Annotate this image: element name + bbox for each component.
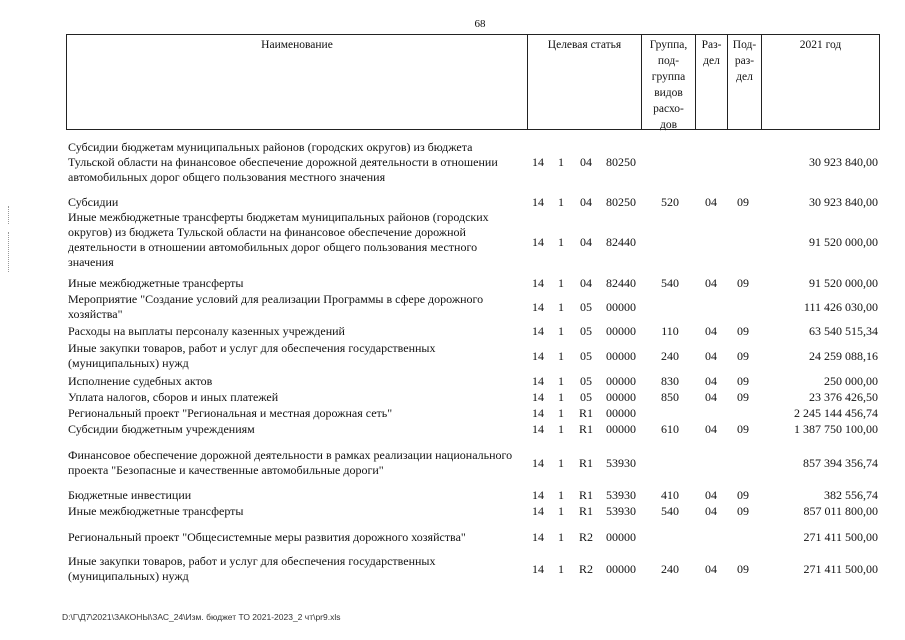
row-amount: 271 411 500,00 <box>803 562 878 576</box>
row-code-1: 14 <box>532 504 544 518</box>
row-section: 04 <box>705 374 717 388</box>
row-amount: 63 540 515,34 <box>809 324 878 338</box>
row-subsection: 09 <box>737 349 749 363</box>
row-name: Субсидии бюджетным учреждениям <box>68 422 255 436</box>
row-code-2: 1 <box>558 422 564 436</box>
row-code-2: 1 <box>558 562 564 576</box>
row-code-3: 04 <box>580 195 592 209</box>
scan-margin-mark <box>8 232 13 272</box>
row-amount: 91 520 000,00 <box>809 276 878 290</box>
row-section: 04 <box>705 195 717 209</box>
row-name: Субсидии бюджетам муниципальных районов (городских округов) из бюджета Тульской области на финансовое обеспечение дорожной деятельности в отношении автомобильных дорог общего пользования местного значения <box>68 140 498 184</box>
row-subsection: 09 <box>737 422 749 436</box>
row-code-4: 00000 <box>606 530 636 544</box>
row-expense-group: 410 <box>661 488 679 502</box>
row-subsection: 09 <box>737 195 749 209</box>
row-section: 04 <box>705 562 717 576</box>
row-expense-group: 540 <box>661 276 679 290</box>
header-subsection-line: дел <box>736 71 753 83</box>
row-name: Уплата налогов, сборов и иных платежей <box>68 390 279 404</box>
page-number: 68 <box>474 18 486 30</box>
row-amount: 91 520 000,00 <box>809 235 878 249</box>
row-amount: 111 426 030,00 <box>803 300 878 314</box>
row-name: Иные закупки товаров, работ и услуг для обеспечения государственных (муниципальных) нужд <box>68 341 436 370</box>
row-amount: 23 376 426,50 <box>809 390 878 404</box>
row-name: Иные межбюджетные трансферты <box>68 504 244 518</box>
row-section: 04 <box>705 390 717 404</box>
row-code-4: 00000 <box>606 374 636 388</box>
header-subsection <box>727 35 761 129</box>
header-group-line: расхо- <box>653 103 684 115</box>
row-code-3: R1 <box>578 406 593 420</box>
row-code-1: 14 <box>532 300 544 314</box>
file-path-footer: D:\Г\Д7\2021\ЗАКОНЫ\ЗАС_24\Изм. бюджет ТО 2021-2023_2 чт\pr9.xls <box>62 612 341 622</box>
row-section: 04 <box>705 276 717 290</box>
row-amount: 24 259 088,16 <box>809 349 878 363</box>
row-subsection: 09 <box>737 488 749 502</box>
header-section-line: Раз- <box>701 39 722 51</box>
row-code-1: 14 <box>532 530 544 544</box>
row-expense-group: 540 <box>661 504 679 518</box>
row-expense-group: 520 <box>661 195 679 209</box>
row-amount: 857 011 800,00 <box>803 504 878 518</box>
row-code-2: 1 <box>558 349 564 363</box>
row-amount: 2 245 144 456,74 <box>794 406 878 420</box>
row-amount: 30 923 840,00 <box>809 155 878 169</box>
row-subsection: 09 <box>737 504 749 518</box>
row-amount: 30 923 840,00 <box>809 195 878 209</box>
row-expense-group: 830 <box>661 374 679 388</box>
row-code-1: 14 <box>532 195 544 209</box>
row-expense-group: 240 <box>661 349 679 363</box>
row-code-4: 53930 <box>606 504 636 518</box>
row-amount: 250 000,00 <box>824 374 878 388</box>
row-amount: 382 556,74 <box>824 488 878 502</box>
header-target-article: Целевая статья <box>527 35 641 129</box>
header-name: Наименование <box>261 39 333 51</box>
row-code-2: 1 <box>558 406 564 420</box>
row-name: Исполнение судебных актов <box>68 374 213 388</box>
row-name: Иные межбюджетные трансферты <box>68 276 244 290</box>
row-name: Иные межбюджетные трансферты бюджетам муниципальных районов (городских округов) из бюджета Тульской области на финансовое обеспечение дорожной деятельности в отношении автомобильных дорог общего пользования местного значения <box>68 210 489 269</box>
row-code-1: 14 <box>532 235 544 249</box>
row-code-2: 1 <box>558 300 564 314</box>
header-section-line: дел <box>703 55 720 67</box>
row-code-4: 00000 <box>606 422 636 436</box>
row-section: 04 <box>705 349 717 363</box>
header-expense-group <box>641 35 695 129</box>
row-code-3: 05 <box>580 300 592 314</box>
row-amount: 857 394 356,74 <box>803 456 878 470</box>
row-name: Финансовое обеспечение дорожной деятельности в рамках реализации национального проекта "Безопасные и качественные автомобильные дороги" <box>68 448 513 477</box>
row-code-2: 1 <box>558 456 564 470</box>
row-code-4: 53930 <box>606 456 636 470</box>
row-code-2: 1 <box>558 324 564 338</box>
row-name: Субсидии <box>68 195 119 209</box>
row-code-1: 14 <box>532 488 544 502</box>
row-code-3: 05 <box>580 374 592 388</box>
row-name: Иные закупки товаров, работ и услуг для обеспечения государственных (муниципальных) нужд <box>68 554 436 583</box>
row-code-2: 1 <box>558 235 564 249</box>
row-code-1: 14 <box>532 456 544 470</box>
row-code-3: 05 <box>580 390 592 404</box>
header-year-2021: 2021 год <box>761 35 879 129</box>
header-group-line: Группа, <box>649 39 688 51</box>
header-subsection-line: раз- <box>734 55 755 67</box>
header-group-line: группа <box>651 71 686 83</box>
row-code-3: 04 <box>580 276 592 290</box>
row-code-3: R2 <box>578 562 593 576</box>
header-section <box>695 35 727 129</box>
row-subsection: 09 <box>737 324 749 338</box>
row-expense-group: 110 <box>661 324 679 338</box>
row-code-2: 1 <box>558 504 564 518</box>
row-code-3: R1 <box>578 504 593 518</box>
row-section: 04 <box>705 504 717 518</box>
row-name: Расходы на выплаты персоналу казенных учреждений <box>68 324 345 338</box>
row-code-1: 14 <box>532 422 544 436</box>
header-group-line: дов <box>659 119 678 131</box>
row-code-4: 00000 <box>606 324 636 338</box>
row-code-4: 00000 <box>606 406 636 420</box>
row-code-1: 14 <box>532 562 544 576</box>
row-code-2: 1 <box>558 276 564 290</box>
header-group-line: под- <box>657 55 680 67</box>
row-code-1: 14 <box>532 390 544 404</box>
row-name: Мероприятие "Создание условий для реализации Программы в сфере дорожного хозяйства" <box>68 292 484 321</box>
row-section: 04 <box>705 488 717 502</box>
row-code-4: 80250 <box>606 195 636 209</box>
row-name: Бюджетные инвестиции <box>68 488 192 502</box>
row-subsection: 09 <box>737 276 749 290</box>
row-section: 04 <box>705 324 717 338</box>
row-section: 04 <box>705 422 717 436</box>
row-code-1: 14 <box>532 276 544 290</box>
row-code-4: 82440 <box>606 276 636 290</box>
row-code-4: 80250 <box>606 155 636 169</box>
row-code-4: 00000 <box>606 349 636 363</box>
row-code-4: 00000 <box>606 562 636 576</box>
row-code-4: 53930 <box>606 488 636 502</box>
row-amount: 1 387 750 100,00 <box>794 422 878 436</box>
row-code-2: 1 <box>558 195 564 209</box>
row-code-3: 05 <box>580 324 592 338</box>
row-code-4: 00000 <box>606 390 636 404</box>
row-expense-group: 240 <box>661 562 679 576</box>
row-expense-group: 850 <box>661 390 679 404</box>
row-expense-group: 610 <box>661 422 679 436</box>
scan-margin-mark <box>8 206 13 224</box>
row-code-3: R1 <box>578 456 593 470</box>
row-name: Региональный проект "Региональная и местная дорожная сеть" <box>68 406 393 420</box>
row-code-3: R2 <box>578 530 593 544</box>
row-subsection: 09 <box>737 562 749 576</box>
row-subsection: 09 <box>737 374 749 388</box>
row-code-1: 14 <box>532 374 544 388</box>
row-code-1: 14 <box>532 155 544 169</box>
row-code-2: 1 <box>558 374 564 388</box>
row-code-3: R1 <box>578 488 593 502</box>
row-code-2: 1 <box>558 488 564 502</box>
row-code-3: 04 <box>580 235 592 249</box>
row-code-2: 1 <box>558 530 564 544</box>
header-subsection-line: Под- <box>732 39 757 51</box>
table-header <box>66 34 880 130</box>
row-code-4: 82440 <box>606 235 636 249</box>
row-code-2: 1 <box>558 390 564 404</box>
row-code-2: 1 <box>558 155 564 169</box>
row-code-3: 04 <box>580 155 592 169</box>
row-code-1: 14 <box>532 349 544 363</box>
row-name: Региональный проект "Общесистемные меры развития дорожного хозяйства" <box>68 530 466 544</box>
row-amount: 271 411 500,00 <box>803 530 878 544</box>
row-subsection: 09 <box>737 390 749 404</box>
row-code-1: 14 <box>532 324 544 338</box>
row-code-3: R1 <box>578 422 593 436</box>
row-code-4: 00000 <box>606 300 636 314</box>
header-group-line: видов <box>654 87 683 99</box>
row-code-3: 05 <box>580 349 592 363</box>
row-code-1: 14 <box>532 406 544 420</box>
